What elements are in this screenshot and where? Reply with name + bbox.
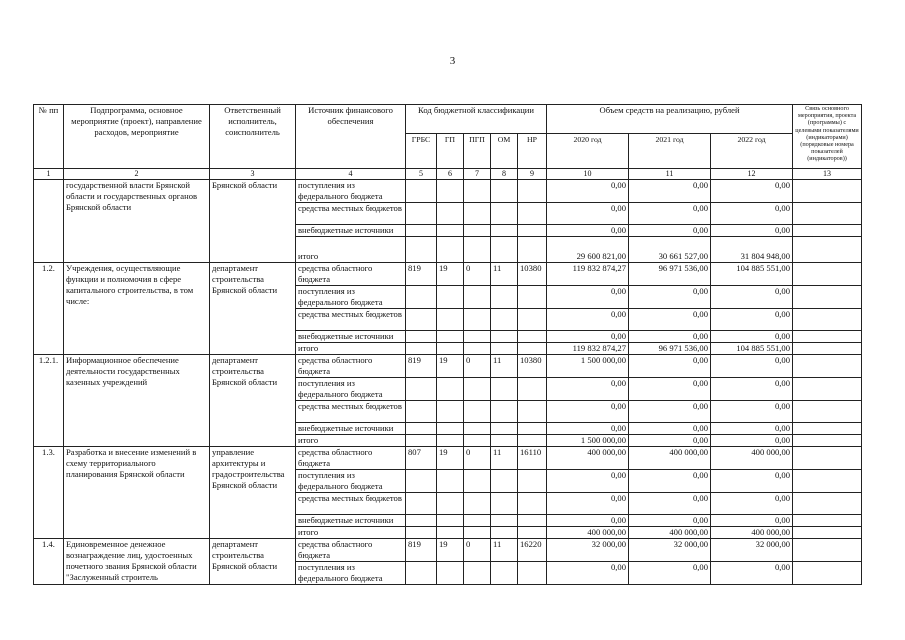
value-2020: 0,00 (547, 562, 629, 585)
value-2021: 0,00 (629, 355, 711, 378)
value-2021: 0,00 (629, 423, 711, 435)
header-pgp: ПГП (464, 134, 491, 169)
column-number: 11 (629, 169, 711, 180)
code-pgp (464, 470, 491, 493)
value-2022: 0,00 (711, 331, 793, 343)
value-2021: 400 000,00 (629, 447, 711, 470)
header-no: № пп (34, 105, 64, 169)
link-cell (793, 331, 862, 343)
code-om (491, 225, 518, 237)
link-cell (793, 515, 862, 527)
item-number: 1.4. (34, 539, 64, 585)
code-grbs (406, 562, 437, 585)
code-nr: 16220 (518, 539, 547, 562)
code-gp (437, 309, 464, 331)
code-pgp: 0 (464, 447, 491, 470)
value-2020: 119 832 874,27 (547, 263, 629, 286)
code-nr (518, 286, 547, 309)
code-pgp (464, 435, 491, 447)
code-nr (518, 401, 547, 423)
code-nr (518, 423, 547, 435)
header-2022: 2022 год (711, 134, 793, 169)
value-2022: 0,00 (711, 286, 793, 309)
link-cell (793, 180, 862, 203)
code-nr (518, 493, 547, 515)
value-2021: 0,00 (629, 562, 711, 585)
table-body (34, 180, 862, 585)
code-pgp: 0 (464, 355, 491, 378)
code-nr (518, 225, 547, 237)
item-name: Единовременное денежное вознаграждение лиц, удостоенных почетного звания Брянской области "Заслуженный строитель (64, 539, 210, 585)
code-gp (437, 435, 464, 447)
value-2021: 0,00 (629, 225, 711, 237)
source-cell: итого (296, 527, 406, 539)
table-row (34, 180, 862, 203)
value-2022: 400 000,00 (711, 527, 793, 539)
item-executor: департамент строительства Брянской области (210, 539, 296, 585)
header-nr: НР (518, 134, 547, 169)
link-cell (793, 493, 862, 515)
link-cell (793, 470, 862, 493)
source-cell: итого (296, 343, 406, 355)
code-pgp (464, 180, 491, 203)
value-2021: 0,00 (629, 470, 711, 493)
code-nr (518, 562, 547, 585)
table-row (34, 447, 862, 470)
value-2020: 0,00 (547, 423, 629, 435)
column-number: 3 (210, 169, 296, 180)
value-2020: 0,00 (547, 493, 629, 515)
code-pgp (464, 493, 491, 515)
link-cell (793, 527, 862, 539)
value-2021: 0,00 (629, 180, 711, 203)
value-2020: 0,00 (547, 203, 629, 225)
column-number: 1 (34, 169, 64, 180)
code-gp (437, 286, 464, 309)
code-gp: 19 (437, 447, 464, 470)
source-cell: средства областного бюджета (296, 539, 406, 562)
table-row (34, 539, 862, 562)
link-cell (793, 309, 862, 331)
link-cell (793, 539, 862, 562)
item-name: Информационное обеспечение деятельности государственных казенных учреждений (64, 355, 210, 447)
code-nr (518, 331, 547, 343)
source-cell: внебюджетные источники (296, 515, 406, 527)
code-pgp (464, 203, 491, 225)
value-2022: 0,00 (711, 470, 793, 493)
code-pgp (464, 331, 491, 343)
column-number: 2 (64, 169, 210, 180)
item-number: 1.2. (34, 263, 64, 355)
source-cell: средства областного бюджета (296, 355, 406, 378)
code-om (491, 180, 518, 203)
link-cell (793, 263, 862, 286)
link-cell (793, 237, 862, 263)
header-executor: Ответственный исполнитель, соисполнитель (210, 105, 296, 169)
code-pgp (464, 527, 491, 539)
code-pgp (464, 225, 491, 237)
header-grbs: ГРБС (406, 134, 437, 169)
source-cell: внебюджетные источники (296, 225, 406, 237)
column-number: 9 (518, 169, 547, 180)
code-om (491, 237, 518, 263)
source-cell: средства областного бюджета (296, 263, 406, 286)
value-2021: 0,00 (629, 435, 711, 447)
header-program: Подпрограмма, основное мероприятие (проект), направление расходов, мероприятие (64, 105, 210, 169)
code-gp (437, 225, 464, 237)
code-gp: 19 (437, 263, 464, 286)
code-om (491, 435, 518, 447)
value-2022: 0,00 (711, 378, 793, 401)
value-2020: 400 000,00 (547, 447, 629, 470)
link-cell (793, 435, 862, 447)
value-2021: 0,00 (629, 493, 711, 515)
code-om (491, 378, 518, 401)
code-pgp (464, 401, 491, 423)
code-nr (518, 203, 547, 225)
value-2020: 1 500 000,00 (547, 435, 629, 447)
code-gp (437, 401, 464, 423)
link-cell (793, 401, 862, 423)
header-budget-code: Код бюджетной классификации (406, 105, 547, 134)
code-gp (437, 527, 464, 539)
code-om: 11 (491, 355, 518, 378)
value-2021: 0,00 (629, 515, 711, 527)
link-cell (793, 378, 862, 401)
item-number: 1.2.1. (34, 355, 64, 447)
code-nr (518, 237, 547, 263)
value-2020: 32 000,00 (547, 539, 629, 562)
code-om (491, 331, 518, 343)
code-grbs (406, 343, 437, 355)
budget-table (33, 104, 862, 585)
code-grbs: 819 (406, 539, 437, 562)
code-grbs (406, 378, 437, 401)
code-grbs (406, 423, 437, 435)
code-gp (437, 203, 464, 225)
code-pgp (464, 237, 491, 263)
code-pgp (464, 515, 491, 527)
link-cell (793, 447, 862, 470)
page-number: 3 (449, 55, 456, 67)
code-pgp (464, 343, 491, 355)
value-2022: 0,00 (711, 423, 793, 435)
source-cell: средства областного бюджета (296, 447, 406, 470)
code-om (491, 515, 518, 527)
code-grbs (406, 237, 437, 263)
code-om (491, 286, 518, 309)
code-grbs (406, 515, 437, 527)
item-executor: управление архитектуры и градостроительства Брянской области (210, 447, 296, 539)
code-pgp: 0 (464, 263, 491, 286)
table-header (34, 105, 862, 180)
table-row (34, 263, 862, 286)
value-2020: 0,00 (547, 331, 629, 343)
code-om (491, 423, 518, 435)
code-gp: 19 (437, 355, 464, 378)
code-grbs: 807 (406, 447, 437, 470)
source-cell: внебюджетные источники (296, 423, 406, 435)
code-nr (518, 435, 547, 447)
item-name: государственной власти Брянской области и государственных органов Брянской области (64, 180, 210, 263)
code-om: 11 (491, 263, 518, 286)
value-2021: 0,00 (629, 309, 711, 331)
value-2022: 0,00 (711, 493, 793, 515)
link-cell (793, 355, 862, 378)
link-cell (793, 423, 862, 435)
source-cell: средства местных бюджетов (296, 401, 406, 423)
value-2020: 0,00 (547, 286, 629, 309)
code-gp (437, 493, 464, 515)
item-name: Учреждения, осуществляющие функции и полномочия в сфере капитального строительства, в том числе: (64, 263, 210, 355)
code-nr: 10380 (518, 355, 547, 378)
source-cell: итого (296, 237, 406, 263)
value-2022: 104 885 551,00 (711, 263, 793, 286)
value-2022: 0,00 (711, 225, 793, 237)
code-nr: 10380 (518, 263, 547, 286)
code-nr (518, 515, 547, 527)
code-grbs (406, 203, 437, 225)
value-2022: 400 000,00 (711, 447, 793, 470)
item-executor: Брянской области (210, 180, 296, 263)
code-gp: 19 (437, 539, 464, 562)
code-nr (518, 378, 547, 401)
column-number: 6 (437, 169, 464, 180)
item-executor: департамент строительства Брянской области (210, 355, 296, 447)
item-name: Разработка и внесение изменений в схему территориального планирования Брянской области (64, 447, 210, 539)
header-2020: 2020 год (547, 134, 629, 169)
value-2021: 400 000,00 (629, 527, 711, 539)
code-nr (518, 527, 547, 539)
code-grbs (406, 435, 437, 447)
column-number: 10 (547, 169, 629, 180)
code-gp (437, 343, 464, 355)
source-cell: поступления из федерального бюджета (296, 180, 406, 203)
value-2022: 0,00 (711, 355, 793, 378)
value-2022: 0,00 (711, 562, 793, 585)
header-volume: Объем средств на реализацию, рублей (547, 105, 793, 134)
value-2020: 119 832 874,27 (547, 343, 629, 355)
value-2021: 96 971 536,00 (629, 343, 711, 355)
code-grbs: 819 (406, 355, 437, 378)
link-cell (793, 286, 862, 309)
column-number: 13 (793, 169, 862, 180)
source-cell: средства местных бюджетов (296, 309, 406, 331)
code-nr (518, 309, 547, 331)
column-number: 5 (406, 169, 437, 180)
value-2022: 0,00 (711, 401, 793, 423)
column-number: 12 (711, 169, 793, 180)
code-gp (437, 331, 464, 343)
header-link: Связь основного мероприятия, проекта (программы) с целевыми показателями (индикаторами) (порядковые номера показателей (индикаторов)) (793, 105, 862, 169)
code-grbs (406, 286, 437, 309)
code-grbs (406, 470, 437, 493)
value-2020: 0,00 (547, 225, 629, 237)
code-grbs (406, 180, 437, 203)
value-2021: 0,00 (629, 378, 711, 401)
code-pgp (464, 562, 491, 585)
column-number-row (34, 169, 862, 180)
code-om (491, 343, 518, 355)
value-2020: 0,00 (547, 515, 629, 527)
value-2021: 0,00 (629, 331, 711, 343)
column-number: 4 (296, 169, 406, 180)
column-number: 7 (464, 169, 491, 180)
code-pgp (464, 423, 491, 435)
code-gp (437, 515, 464, 527)
code-om (491, 203, 518, 225)
value-2021: 96 971 536,00 (629, 263, 711, 286)
value-2021: 30 661 527,00 (629, 237, 711, 263)
link-cell (793, 343, 862, 355)
code-om (491, 527, 518, 539)
code-pgp (464, 286, 491, 309)
code-om (491, 493, 518, 515)
value-2021: 0,00 (629, 401, 711, 423)
code-gp (437, 470, 464, 493)
value-2020: 29 600 821,00 (547, 237, 629, 263)
code-pgp: 0 (464, 539, 491, 562)
value-2021: 0,00 (629, 203, 711, 225)
code-nr: 16110 (518, 447, 547, 470)
value-2021: 32 000,00 (629, 539, 711, 562)
code-pgp (464, 309, 491, 331)
code-gp (437, 423, 464, 435)
code-nr (518, 343, 547, 355)
code-om: 11 (491, 539, 518, 562)
value-2020: 0,00 (547, 470, 629, 493)
value-2022: 31 804 948,00 (711, 237, 793, 263)
column-number: 8 (491, 169, 518, 180)
header-source: Источник финансового обеспечения (296, 105, 406, 169)
source-cell: поступления из федерального бюджета (296, 378, 406, 401)
code-gp (437, 562, 464, 585)
value-2022: 104 885 551,00 (711, 343, 793, 355)
value-2022: 32 000,00 (711, 539, 793, 562)
item-executor: департамент строительства Брянской области (210, 263, 296, 355)
code-om (491, 401, 518, 423)
code-grbs (406, 309, 437, 331)
source-cell: поступления из федерального бюджета (296, 562, 406, 585)
source-cell: поступления из федерального бюджета (296, 286, 406, 309)
code-gp (437, 237, 464, 263)
value-2022: 0,00 (711, 180, 793, 203)
code-grbs (406, 493, 437, 515)
value-2020: 0,00 (547, 378, 629, 401)
source-cell: средства местных бюджетов (296, 203, 406, 225)
code-nr (518, 180, 547, 203)
item-number (34, 180, 64, 263)
table-row (34, 355, 862, 378)
value-2022: 0,00 (711, 515, 793, 527)
code-om: 11 (491, 447, 518, 470)
link-cell (793, 562, 862, 585)
value-2022: 0,00 (711, 435, 793, 447)
source-cell: поступления из федерального бюджета (296, 470, 406, 493)
code-grbs (406, 225, 437, 237)
code-nr (518, 470, 547, 493)
code-om (491, 470, 518, 493)
code-pgp (464, 378, 491, 401)
code-grbs (406, 401, 437, 423)
link-cell (793, 225, 862, 237)
header-om: ОМ (491, 134, 518, 169)
header-2021: 2021 год (629, 134, 711, 169)
code-om (491, 309, 518, 331)
value-2021: 0,00 (629, 286, 711, 309)
code-grbs: 819 (406, 263, 437, 286)
code-om (491, 562, 518, 585)
code-gp (437, 378, 464, 401)
source-cell: средства местных бюджетов (296, 493, 406, 515)
value-2020: 0,00 (547, 309, 629, 331)
value-2020: 400 000,00 (547, 527, 629, 539)
link-cell (793, 203, 862, 225)
code-grbs (406, 527, 437, 539)
value-2020: 0,00 (547, 401, 629, 423)
source-cell: итого (296, 435, 406, 447)
code-gp (437, 180, 464, 203)
value-2022: 0,00 (711, 309, 793, 331)
item-number: 1.3. (34, 447, 64, 539)
value-2020: 0,00 (547, 180, 629, 203)
source-cell: внебюджетные источники (296, 331, 406, 343)
value-2020: 1 500 000,00 (547, 355, 629, 378)
value-2022: 0,00 (711, 203, 793, 225)
header-gp: ГП (437, 134, 464, 169)
code-grbs (406, 331, 437, 343)
